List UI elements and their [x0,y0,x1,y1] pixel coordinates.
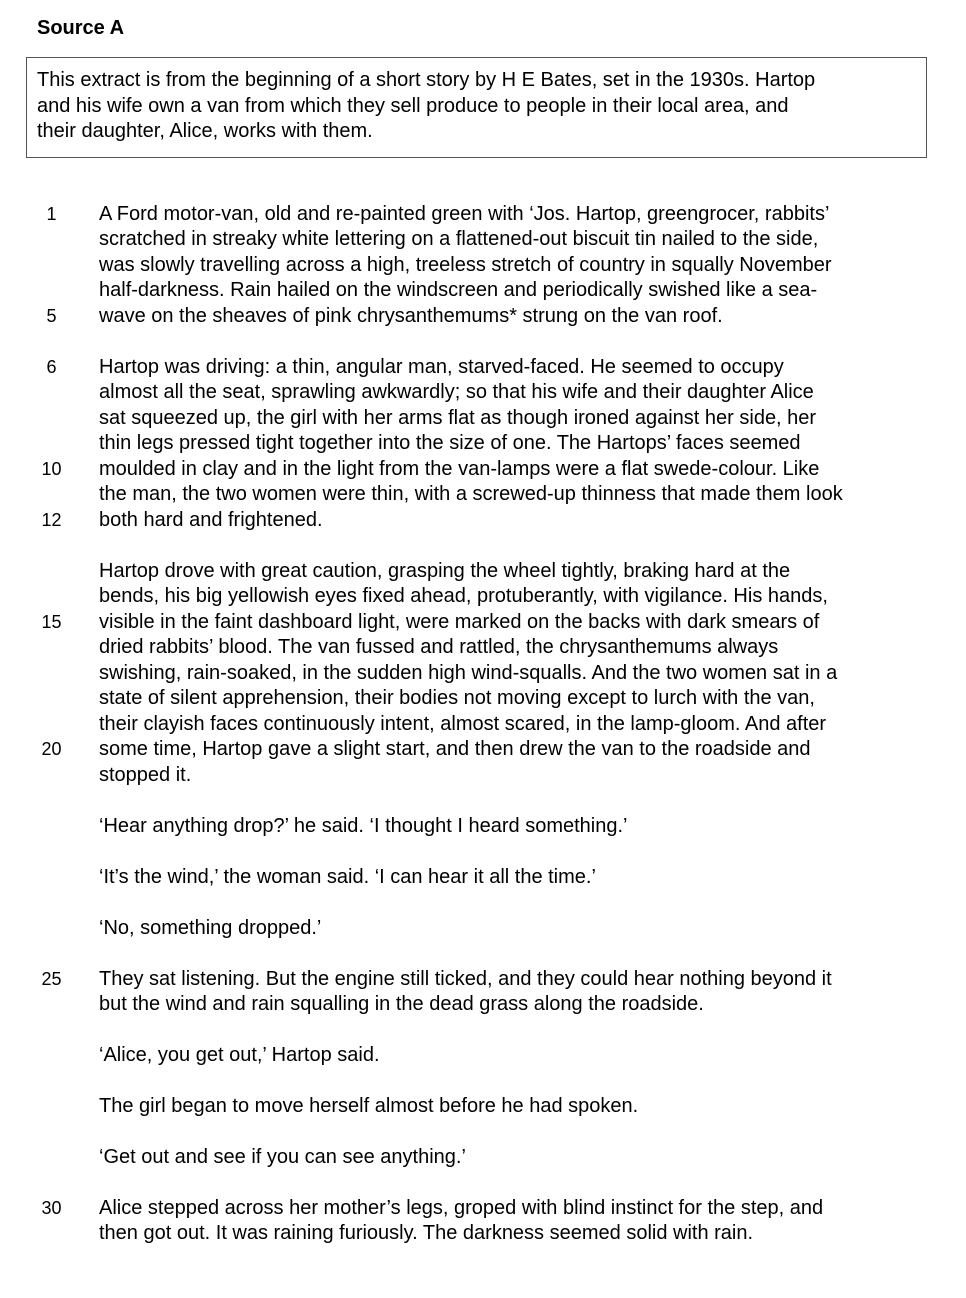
line-number: 10 [41,459,62,479]
text-line: thin legs pressed tight together into the size of one. The Hartops’ faces seemed [99,432,801,454]
line-number: 12 [41,510,62,530]
text-line: the man, the two women were thin, with a screwed-up thinness that made them look [99,483,843,505]
text-line: Hartop drove with great caution, grasping the wheel tightly, braking hard at the [99,560,791,582]
line-number: 30 [41,1198,62,1218]
text-line: visible in the faint dashboard light, were marked on the backs with dark smears of [99,611,820,633]
text-line: The girl began to move herself almost before he had spoken. [99,1095,639,1117]
text-line: both hard and frightened. [99,509,323,531]
line-number: 5 [46,306,57,326]
text-line: dried rabbits’ blood. The van fussed and rattled, the chrysanthemums always [99,636,779,658]
text-line: half-darkness. Rain hailed on the windscreen and periodically swished like a sea- [99,279,818,301]
intro-line: their daughter, Alice, works with them. [37,120,373,142]
line-number: 20 [41,739,62,759]
text-line: ‘It’s the wind,’ the woman said. ‘I can hear it all the time.’ [99,866,596,888]
text-line: wave on the sheaves of pink chrysanthemums* strung on the van roof. [99,305,723,327]
text-line: state of silent apprehension, their bodies not moving except to lurch with the van, [99,687,815,709]
text-line: stopped it. [99,764,192,786]
text-line: scratched in streaky white lettering on a flattened-out biscuit tin nailed to the side, [99,228,819,250]
text-line: moulded in clay and in the light from the van-lamps were a flat swede-colour. Like [99,458,820,480]
text-line: Hartop was driving: a thin, angular man, starved-faced. He seemed to occupy [99,356,784,378]
text-line: A Ford motor-van, old and re-painted green with ‘Jos. Hartop, greengrocer, rabbits’ [99,203,830,225]
line-number: 6 [46,357,57,377]
text-line: ‘Hear anything drop?’ he said. ‘I thought I heard something.’ [99,815,628,837]
text-line: almost all the seat, sprawling awkwardly; so that his wife and their daughter Alice [99,381,814,403]
source-heading: Source A [37,17,125,39]
text-line: their clayish faces continuously intent, almost scared, in the lamp-gloom. And after [99,713,827,735]
intro-line: This extract is from the beginning of a short story by H E Bates, set in the 1930s. Hartop [37,69,816,91]
text-line: was slowly travelling across a high, treeless stretch of country in squally November [99,254,832,276]
text-line: sat squeezed up, the girl with her arms flat as though ironed against her side, her [99,407,817,429]
line-number: 15 [41,612,62,632]
text-line: but the wind and rain squalling in the dead grass along the roadside. [99,993,704,1015]
text-line: some time, Hartop gave a slight start, and then drew the van to the roadside and [99,738,811,760]
text-line: ‘Get out and see if you can see anything.’ [99,1146,466,1168]
line-number: 25 [41,969,62,989]
intro-line: and his wife own a van from which they sell produce to people in their local area, and [37,94,789,117]
text-line: ‘Alice, you get out,’ Hartop said. [99,1044,380,1066]
text-line: ‘No, something dropped.’ [99,917,322,939]
intro-box [26,57,927,158]
text-line: Alice stepped across her mother’s legs, groped with blind instinct for the step, and [99,1197,824,1219]
text-line: then got out. It was raining furiously. The darkness seemed solid with rain. [99,1222,754,1244]
text-line: They sat listening. But the engine still ticked, and they could hear nothing beyond it [99,968,832,990]
line-number: 1 [46,204,57,224]
text-line: bends, his big yellowish eyes fixed ahead, protuberantly, with vigilance. His hands, [99,585,828,607]
text-line: swishing, rain-soaked, in the sudden high wind-squalls. And the two women sat in a [99,662,838,684]
